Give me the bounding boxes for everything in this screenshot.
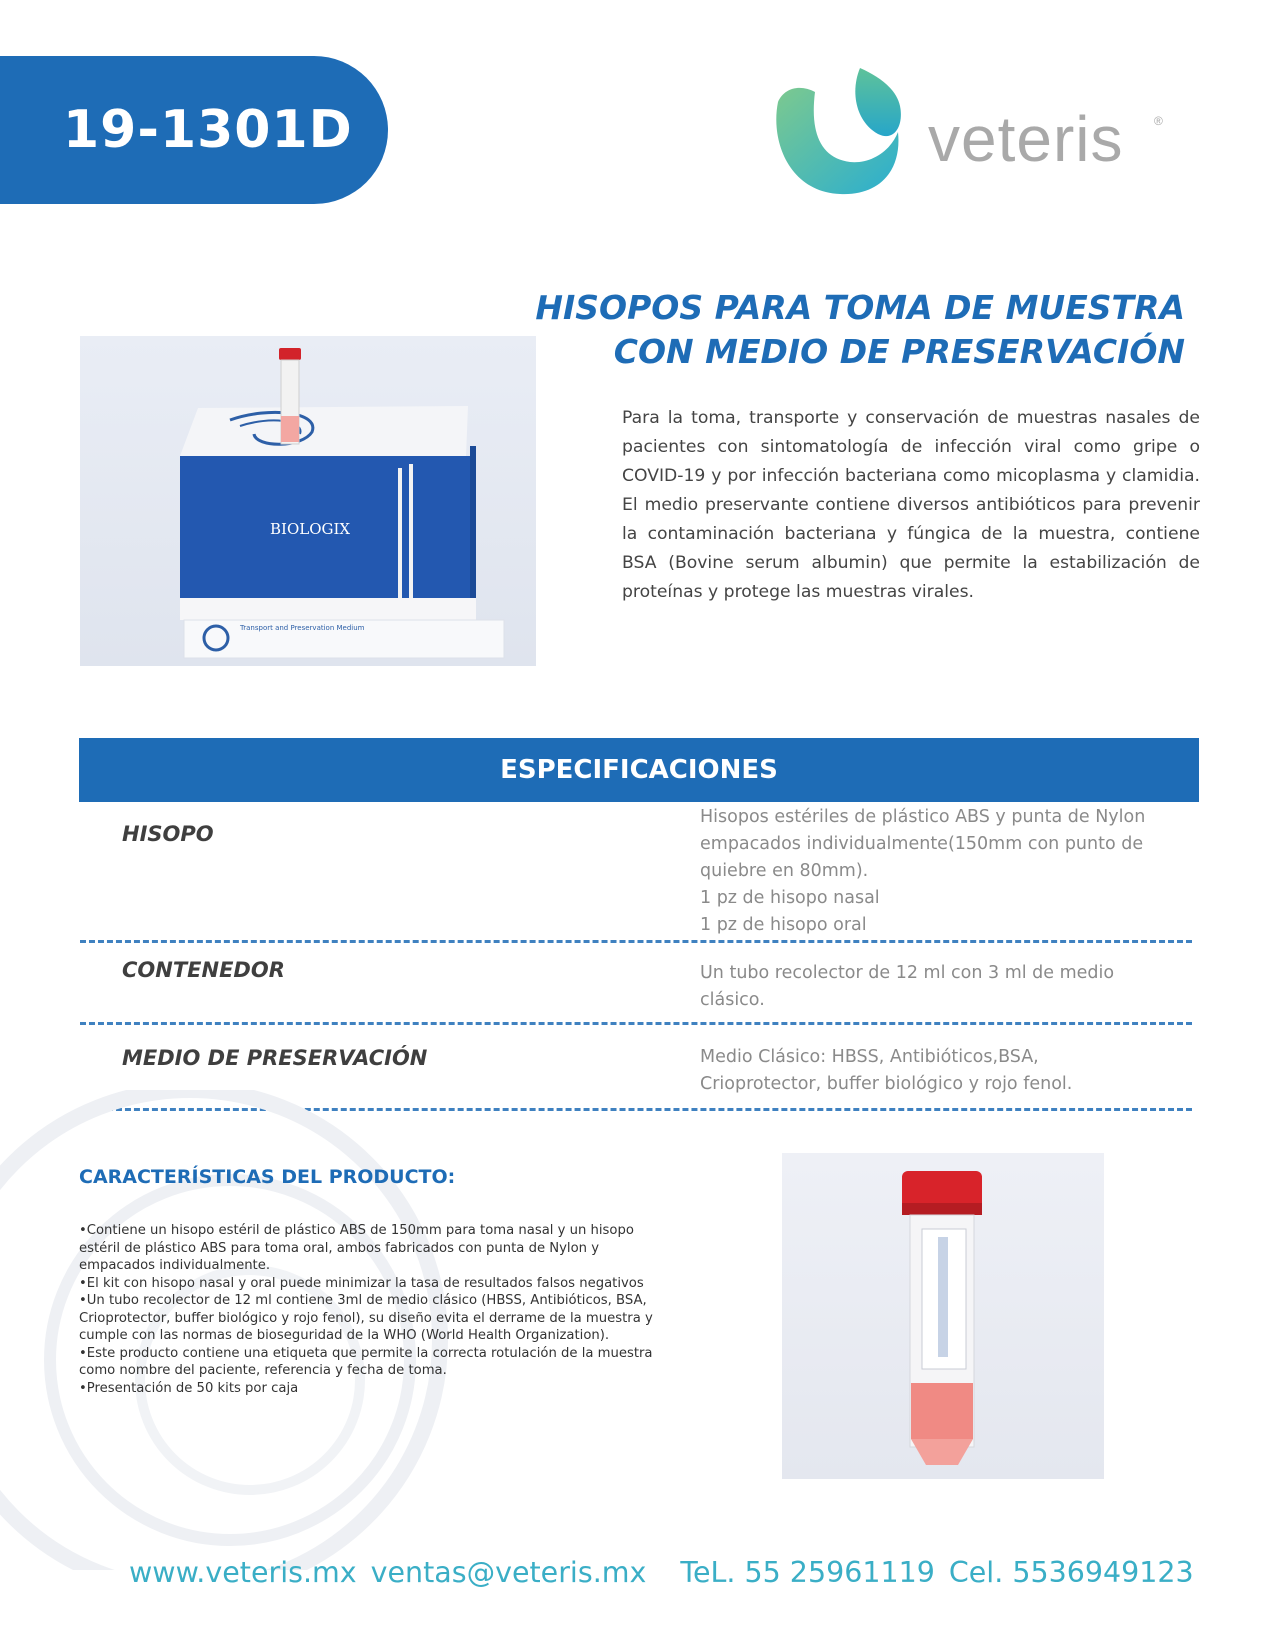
spec-label: MEDIO DE PRESERVACIÓN xyxy=(122,1046,428,1070)
spec-value-line: empacados individualmente(150mm con punto de xyxy=(700,834,1144,854)
spec-value-line: 1 pz de hisopo nasal xyxy=(700,888,880,908)
email-link[interactable]: ventas@veteris.mx xyxy=(370,1556,647,1589)
kit-box-photo xyxy=(80,336,536,666)
contact-footer xyxy=(129,1556,1208,1589)
product-description: Para la toma, transporte y conservación de muestras nasales de pacientes con sintomatología de infección viral como gripe o COVID-19 y por infección bacteriana como micoplasma y clamidia. El medio preservante contiene diversos antibióticos para prevenir la contaminación bacteriana y fúngica de la muestra, contiene BSA (Bovine serum albumin) que permite la estabilización de proteínas y protege las muestras virales. xyxy=(622,408,1200,602)
feature-item: • Este producto contiene una etiqueta que permite la correcta rotulación de la muestra como nombre del paciente, referencia y fecha de toma. xyxy=(79,1345,669,1380)
product-code: 19-1301D xyxy=(63,100,353,160)
feature-item: • Un tubo recolector de 12 ml contiene 3ml de medio clásico (HBSS, Antibióticos, BSA, Crioprotector, buffer biológico y rojo fenol), su diseño evita el derrame de la muestra y cumple con las normas de bioseguridad de la WHO (World Health Organization). xyxy=(79,1292,669,1345)
spec-value-line: clásico. xyxy=(700,990,765,1010)
website-link[interactable]: www.veteris.mx xyxy=(129,1556,357,1589)
product-code-tab xyxy=(0,56,388,204)
pouch-label: Transport and Preservation Medium xyxy=(240,624,365,632)
spec-value-line: 1 pz de hisopo oral xyxy=(700,915,867,935)
spec-value-line: Crioprotector, buffer biológico y rojo fenol. xyxy=(700,1074,1073,1094)
product-title-line2: CON MEDIO DE PRESERVACIÓN xyxy=(613,332,1185,371)
spec-divider xyxy=(80,1022,1192,1025)
features-heading: CARACTERÍSTICAS DEL PRODUCTO: xyxy=(79,1166,456,1188)
spec-value-line: Hisopos estériles de plástico ABS y punta de Nylon xyxy=(700,807,1146,827)
phone-number[interactable]: TeL. 55 25961119 xyxy=(680,1556,935,1589)
feature-item: • Presentación de 50 kits por caja xyxy=(79,1380,669,1398)
box-brand-label: BIOLOGIX xyxy=(270,520,351,538)
veteris-logo xyxy=(770,62,1210,207)
spec-value xyxy=(700,804,1170,939)
feature-item: • El kit con hisopo nasal y oral puede minimizar la tasa de resultados falsos negativos xyxy=(79,1275,669,1293)
features-list xyxy=(79,1222,669,1397)
product-title-line1: HISOPOS PARA TOMA DE MUESTRA xyxy=(535,288,1185,327)
brand-wordmark: veteris xyxy=(928,103,1124,175)
cell-number[interactable]: Cel. 5536949123 xyxy=(948,1556,1194,1589)
spec-value-line: Medio Clásico: HBSS, Antibióticos,BSA, xyxy=(700,1047,1039,1067)
tube-illustration xyxy=(782,1153,1104,1479)
registered-mark: ® xyxy=(1154,114,1163,128)
spec-value xyxy=(700,960,1170,1014)
tube-photo xyxy=(782,1153,1104,1479)
spec-label: HISOPO xyxy=(122,822,214,846)
spec-divider xyxy=(80,940,1192,943)
spec-value-line: Un tubo recolector de 12 ml con 3 ml de medio xyxy=(700,963,1115,983)
kit-box-illustration xyxy=(80,336,536,666)
spec-value xyxy=(700,1044,1170,1098)
veteris-drop-icon xyxy=(770,62,920,207)
spec-label: CONTENEDOR xyxy=(122,958,285,982)
product-title xyxy=(535,286,1185,374)
feature-item: • Contiene un hisopo estéril de plástico ABS de 150mm para toma nasal y un hisopo estéril de plástico ABS para toma oral, ambos fabricados con punta de Nylon y empacados individualmente. xyxy=(79,1222,669,1275)
spec-value-line: quiebre en 80mm). xyxy=(700,861,869,881)
specs-heading: ESPECIFICACIONES xyxy=(79,738,1199,802)
